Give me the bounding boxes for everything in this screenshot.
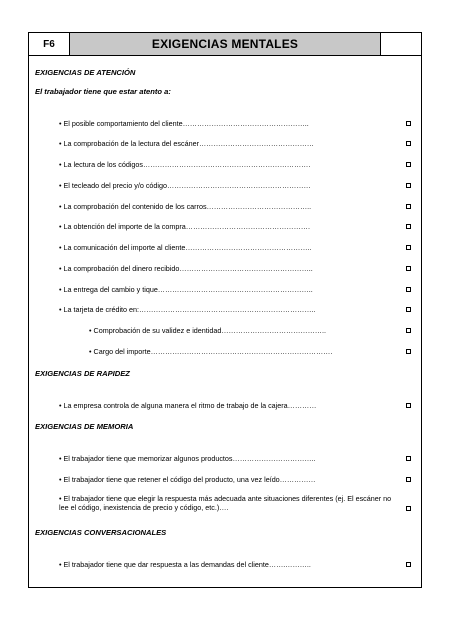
checkbox[interactable]: [406, 349, 411, 354]
form-sheet: [28, 32, 422, 588]
list-item: • El trabajador tiene que memorizar algunos productos……………………………..: [59, 454, 316, 463]
checkbox[interactable]: [406, 224, 411, 229]
checkbox[interactable]: [406, 456, 411, 461]
header-blank-cell: [381, 33, 421, 55]
list-item: • La comunicación del importe al cliente……………………………………………..: [59, 243, 312, 252]
list-item: • La obtención del importe de la compra…………………………………………….: [59, 222, 310, 231]
form-title: EXIGENCIAS MENTALES: [70, 33, 381, 55]
form-code: F6: [29, 33, 70, 55]
form-header: [29, 33, 421, 56]
checkbox[interactable]: [406, 562, 411, 567]
checkbox[interactable]: [406, 506, 411, 511]
checkbox[interactable]: [406, 121, 411, 126]
checkbox[interactable]: [406, 245, 411, 250]
list-subitem: • Comprobación de su validez e identidad……………………………………..: [89, 326, 326, 335]
list-item: • El trabajador tiene que retener el código del producto, una vez leído……………: [59, 475, 316, 484]
section-subtitle-attention: El trabajador tiene que estar atento a:: [35, 87, 171, 96]
list-item: • La comprobación del dinero recibido………………………………………………..: [59, 264, 313, 273]
list-item: • El tecleado del precio y/o código……………………………………………………: [59, 181, 311, 190]
checkbox[interactable]: [406, 204, 411, 209]
list-item: • El trabajador tiene que dar respuesta a las demandas del cliente…….………..: [59, 560, 311, 569]
list-item: • La comprobación del contenido de los carros……………………………………..: [59, 202, 312, 211]
checkbox[interactable]: [406, 287, 411, 292]
checkbox[interactable]: [406, 477, 411, 482]
checkbox[interactable]: [406, 141, 411, 146]
list-item: • La lectura de los códigos…………………………………………………………….: [59, 160, 311, 169]
list-subitem: • Cargo del importe………………………………………………………………….: [89, 347, 333, 356]
checkbox[interactable]: [406, 403, 411, 408]
list-item: • La comprobación de la lectura del escáner…………………………………………: [59, 139, 314, 148]
checkbox[interactable]: [406, 328, 411, 333]
section-title-attention: EXIGENCIAS DE ATENCIÓN: [35, 68, 136, 77]
checkbox[interactable]: [406, 266, 411, 271]
section-title-memory: EXIGENCIAS DE MEMORIA: [35, 422, 134, 431]
checkbox[interactable]: [406, 183, 411, 188]
section-title-conversational: EXIGENCIAS CONVERSACIONALES: [35, 528, 167, 537]
list-item: • La entrega del cambio y tique………………………………………………………..: [59, 285, 313, 294]
list-item: • El posible comportamiento del cliente……………………………………………..: [59, 119, 309, 128]
list-item: • El trabajador tiene que elegir la respuesta más adecuada ante situaciones diferentes (ej. El escáner no lee el código, inexistencia de precio y código, etc.)….: [59, 494, 392, 512]
checkbox[interactable]: [406, 307, 411, 312]
checkbox[interactable]: [406, 162, 411, 167]
list-item: • La tarjeta de crédito en:………………………………………………………………..: [59, 305, 316, 314]
section-title-speed: EXIGENCIAS DE RAPIDEZ: [35, 369, 130, 378]
list-item: • La empresa controla de alguna manera el ritmo de trabajo de la cajera…………: [59, 401, 317, 410]
